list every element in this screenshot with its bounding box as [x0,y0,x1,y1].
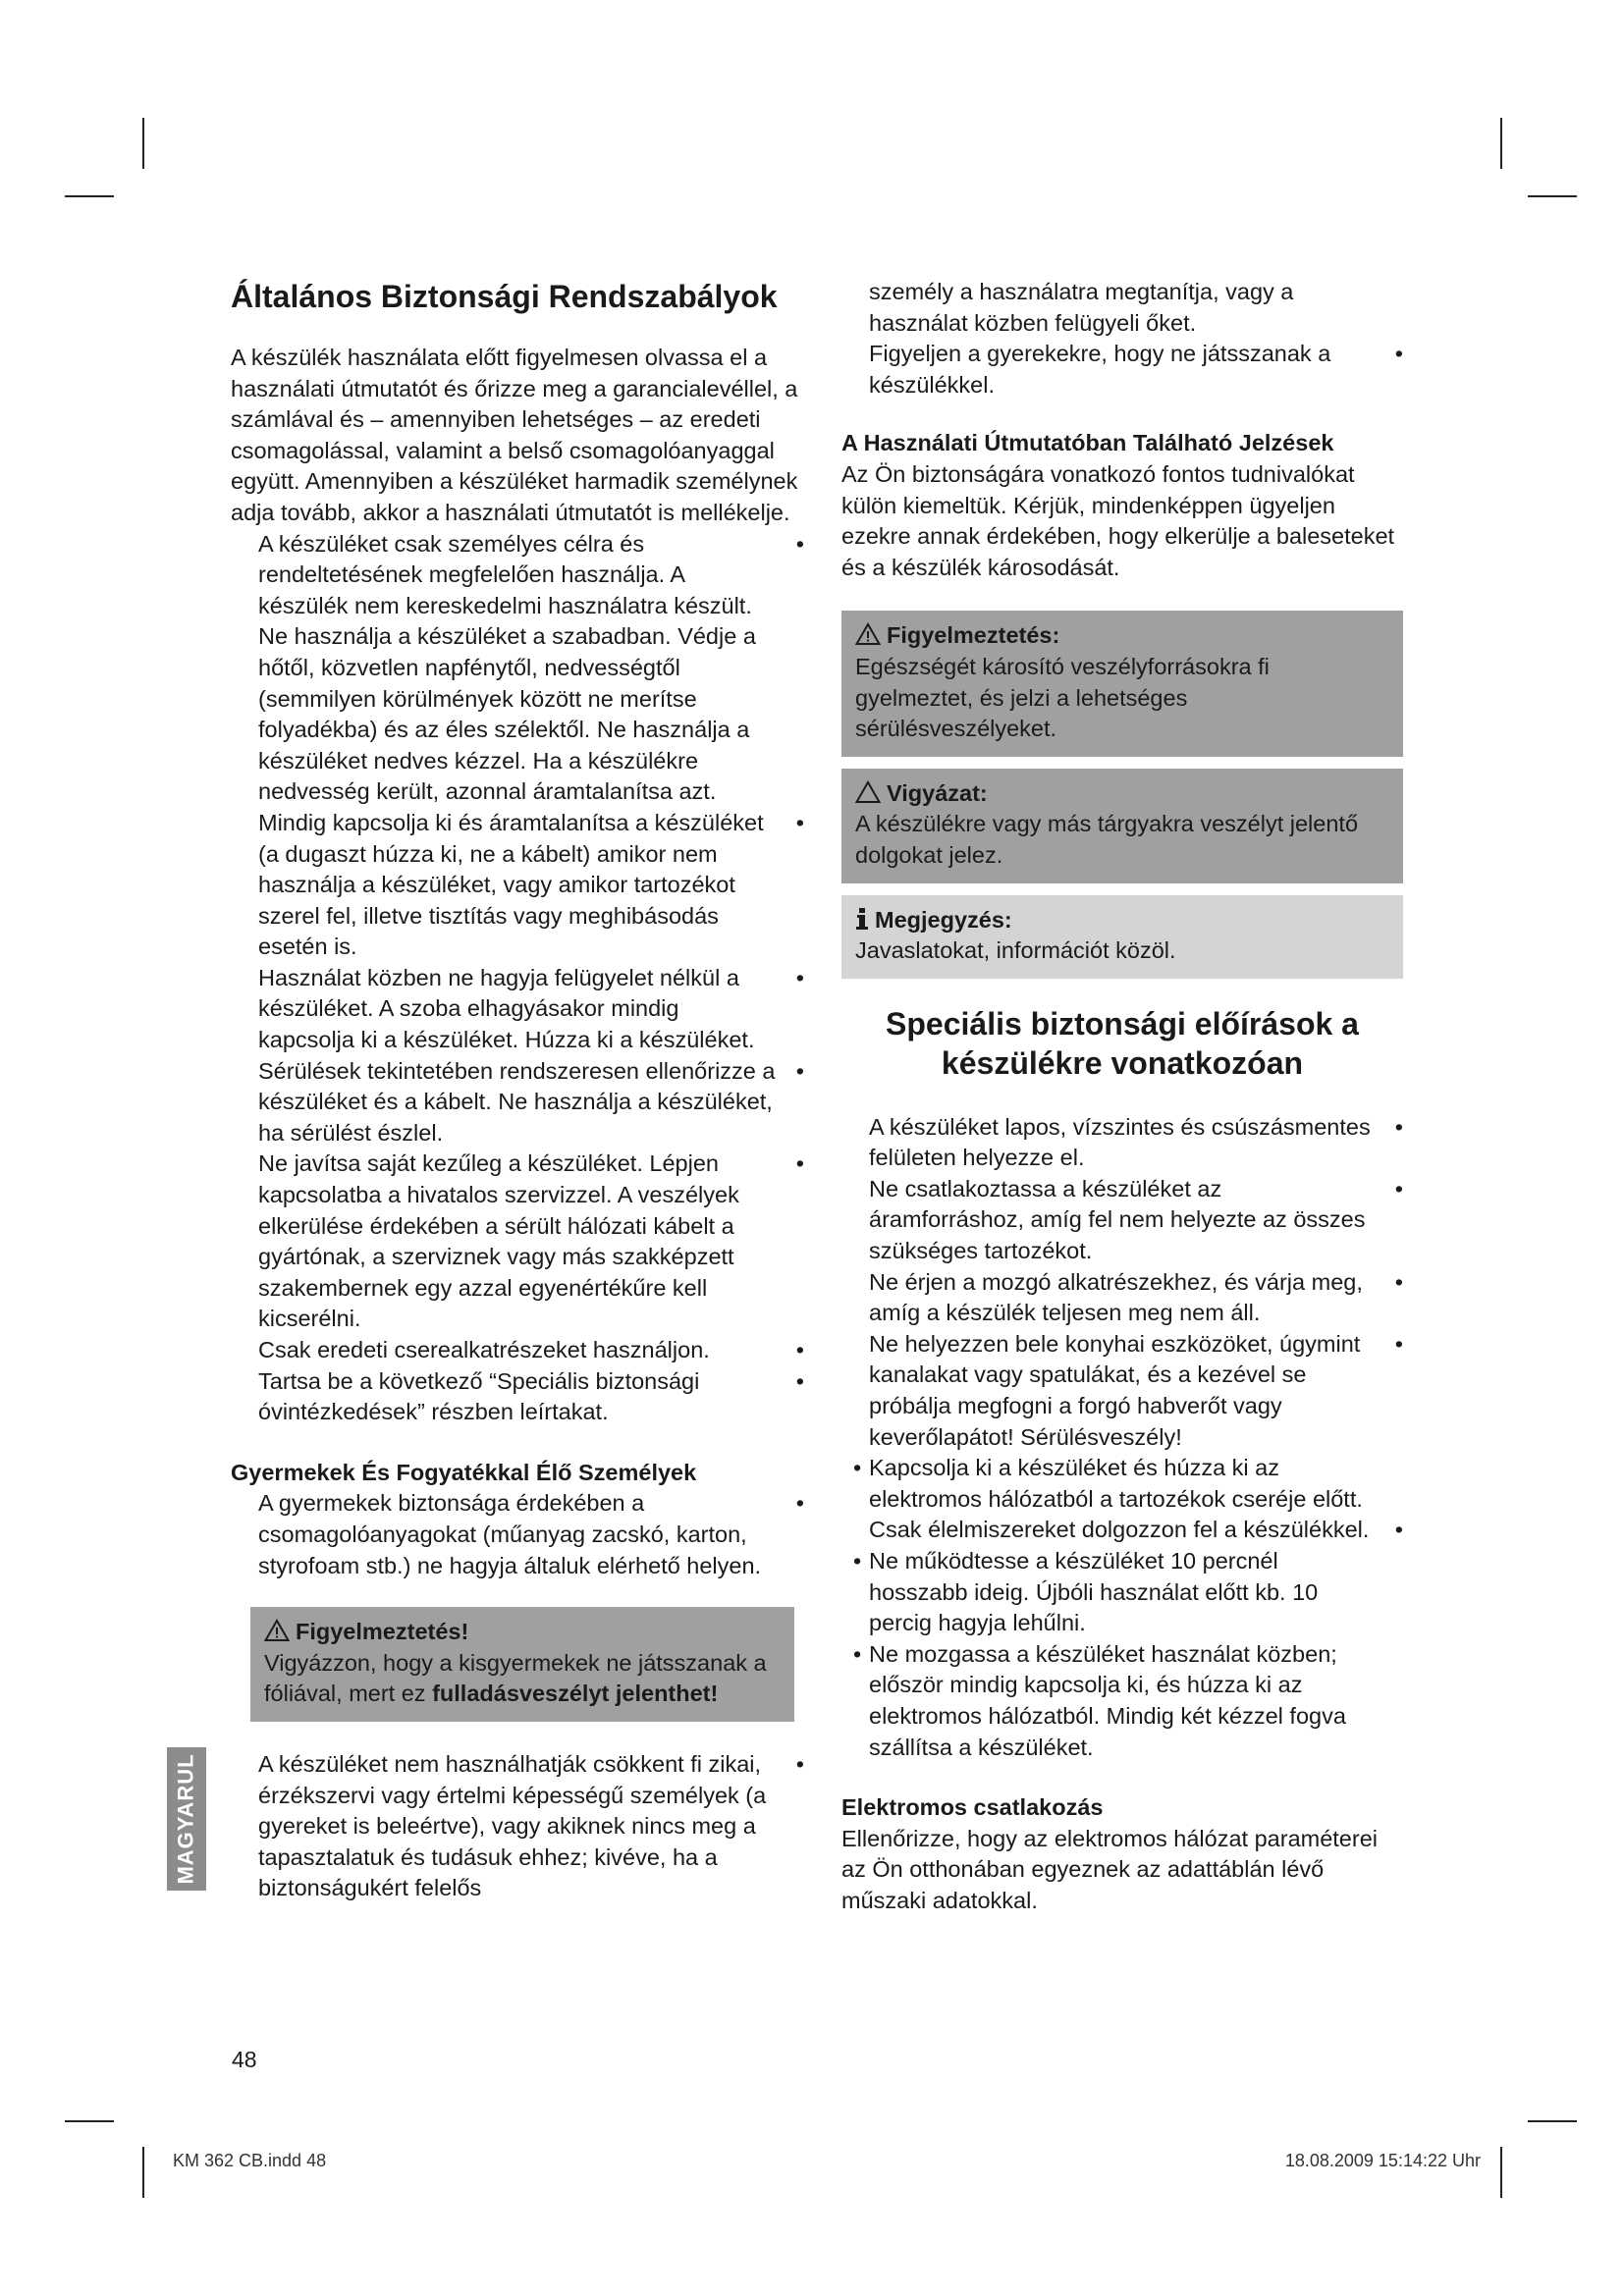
info-icon [855,907,869,931]
bullet-icon: • [1394,1175,1403,1201]
list-item: A gyermekek biztonsága érdekében a csomagolóanyagokat (műanyag zacskó, karton, styrofoam stb.) ne hagyja általuk elérhető helyen. • [258,1490,804,1578]
list-item: Mindig kapcsolja ki és áramtalanítsa a készüléket (a dugaszt húzza ki, ne a kábelt) amikor nem használja a készüléket, vagy amikor tartozékot szerel fel, illetve tisztítás vagy meghibásodás esetén is. • [258,809,804,960]
caution-triangle-icon [855,780,881,804]
list-item: személy a használatra megtanítja, vagy a használat közben felügyeli őket. [869,279,1294,336]
language-label: MAGYARUL [174,1753,198,1885]
footer-timestamp: 18.08.2009 15:14:22 Uhr [1284,2151,1481,2170]
list-item: Csak eredeti cserealkatrészeket használjon. • [231,1335,804,1366]
list-item: A készüléket csak személyes célra és rendeltetésének megfelelően használja. A készülék nem kereskedelmi használatra készült. • [258,530,804,618]
electric-paragraph: Ellenőrizze, hogy az elektromos hálózat paraméterei az Ön otthonában egyeznek az adattáblán lévő műszaki adatokkal. [841,1825,1378,1913]
suffocation-warning-box [250,1607,794,1722]
list-item: Ne csatlakoztassa a készüléket az áramforráshoz, amíg fel nem helyezte az összes szükséges tartozékot. • [869,1175,1403,1264]
crop-mark [65,2120,114,2122]
special-safety-list-d [841,1546,1403,1763]
bullet-icon: • [795,1490,804,1517]
special-safety-list-c [841,1515,1403,1546]
children-continued-list [841,277,1403,400]
special-safety-list-b [841,1453,1403,1515]
crop-mark [142,118,144,169]
crop-mark [1500,2147,1502,2198]
list-item: • Ne működtesse a készüléket 10 percnél hosszabb ideig. Újbóli használat előtt kb. 10 percig hagyja lehűlni. [853,1548,1319,1636]
bullet-icon: • [795,1057,804,1084]
list-item: Használat közben ne hagyja felügyelet nélkül a készüléket. A szoba elhagyásakor mindig kapcsolja ki a készüléket. Húzza ki a készüléket. • [258,964,804,1053]
crop-mark [65,195,114,197]
bullet-icon: • [1394,1517,1403,1543]
list-item: A készüléket lapos, vízszintes és csúszásmentes felületen helyezze el. • [869,1113,1403,1171]
children-list [231,1488,804,1581]
bullet-icon: • [1394,1268,1403,1295]
electric-heading: Elektromos csatlakozás [841,1794,1104,1821]
language-side-tab [167,1747,206,1891]
bullet-icon: • [795,530,804,557]
list-item: A készüléket nem használhatják csökkent fi zikai, érzékszervi vagy értelmi képességű személyek (a gyereket is beleértve), vagy akiknek nincs meg a tapasztalatuk és tudásuk ehhez; kivéve, ha a biztonságukért felelős • [258,1750,804,1901]
bullet-icon: • [795,809,804,835]
crop-mark [1528,195,1577,197]
bullet-icon: • [795,964,804,990]
bullet-icon: • [1394,341,1403,367]
warning-triangle-icon [855,622,881,646]
warning-box-text: Vigyázzon, hogy a kisgyermekek ne játsszanak a fóliával, mert ez fulladásveszélyt jelenthet! [264,1649,767,1707]
list-item: Ne javítsa saját kezűleg a készüléket. Lépjen kapcsolatba a hivatalos szervizzel. A veszélyek elkerülése érdekében a sérült hálózati kábelt a gyártónak, a szerviznek vagy más szakképzett szakembernek egy azzal egyenértékűre kell kicserélni. • [258,1150,804,1332]
warning-triangle-icon [264,1619,290,1642]
general-safety-list [231,529,804,1428]
symbols-paragraph: Az Ön biztonságára vonatkozó fontos tudnivalókat külön kiemeltük. Kérjük, mindenképpen ügyeljen ezekre annak érdekében, hogy elkerülje a baleseteket és a készülék károsodását. [841,460,1395,580]
right-column [841,277,1403,1917]
disabled-persons-list [231,1749,804,1904]
list-item: Ne érjen a mozgó alkatrészekhez, és várja meg, amíg a készülék teljesen meg nem áll. • [869,1268,1403,1326]
crop-mark [1500,118,1502,169]
list-item: • Ne mozgassa a készüléket használat közben; először mindig kapcsolja ki, és húzza ki az elektromos hálózatból. Mindig két kézzel fogva szállítsa a készüléket. [853,1640,1346,1760]
caution-legend-box: Vigyázat: A készülékre vagy más tárgyakra veszélyt jelentő dolgokat jelez. [841,769,1403,883]
list-item: Tartsa be a következő “Speciális biztonsági óvintézkedések” részben leírtakat. • [258,1367,804,1425]
crop-mark [1528,2120,1577,2122]
warning-legend-box: Figyelmeztetés: Egészségét károsító veszélyforrásokra fi gyelmeztet, és jelzi a lehetséges sérülésveszélyeket. [841,611,1403,756]
special-safety-list [841,1112,1403,1454]
bullet-icon: • [795,1750,804,1777]
bullet-icon: • [795,1367,804,1394]
intro-paragraph: A készülék használata előtt figyelmesen olvassa el a használati útmutatót és őrizze meg a garancialevéllel, a számlával és – amennyiben lehetséges – az eredeti csomagolással, valamint a belső csomagolóanyaggal együtt. Amennyiben a készüléket harmadik személynek adja tovább, akkor a használati útmutatót is mellékelje. [231,345,798,525]
crop-mark [142,2147,144,2198]
bullet-icon: • [795,1150,804,1177]
list-item: Sérülések tekintetében rendszeresen ellenőrizze a készüléket és a kábelt. Ne használja a készüléket, ha sérülést észlel. • [258,1057,804,1146]
footer-file-info: KM 362 CB.indd 48 [173,2151,327,2170]
list-item: Ne használja a készüléket a szabadban. Védje a hőtől, közvetlen napfénytől, nedvességtől (semmilyen körülmények között ne merítse folyadékba) és az éles szélektől. Ne használja a készüléket nedves kézzel. Ha a készülékre nedvesség került, azonnal áramtalanítsa azt. [258,623,756,805]
bullet-icon: • [853,1455,862,1481]
list-item: Csak élelmiszereket dolgozzon fel a készülékkel. • [841,1515,1403,1546]
list-item: Figyeljen a gyerekekre, hogy ne játsszanak a készülékkel. • [869,341,1403,398]
page-number: 48 [232,2047,257,2072]
list-item: • Kapcsolja ki a készüléket és húzza ki az elektromos hálózatból a tartozékok cseréje előtt. [853,1455,1363,1512]
bullet-icon: • [1394,1113,1403,1140]
warning-box-title: Figyelmeztetés! [264,1617,781,1648]
bullet-icon: • [1394,1330,1403,1357]
bullet-icon: • [795,1337,804,1362]
special-safety-title: Speciális biztonsági előírások a készülékre vonatkozóan [886,1005,1359,1081]
symbols-heading: A Használati Útmutatóban Található Jelzések [841,430,1334,456]
bullet-icon: • [853,1548,862,1574]
page-title: Általános Biztonsági Rendszabályok [231,279,778,314]
children-heading: Gyermekek És Fogyatékkal Élő Személyek [231,1459,697,1485]
bullet-icon: • [853,1640,862,1667]
list-item: Ne helyezzen bele konyhai eszközöket, úgymint kanalakat vagy spatulákat, és a kezével se próbálja megfogni a forgó habverőt vagy keverőlapátot! Sérülésveszély! • [869,1330,1403,1450]
left-column [231,277,804,1904]
note-legend-box: Megjegyzés: Javaslatokat, információt közöl. [841,895,1403,979]
